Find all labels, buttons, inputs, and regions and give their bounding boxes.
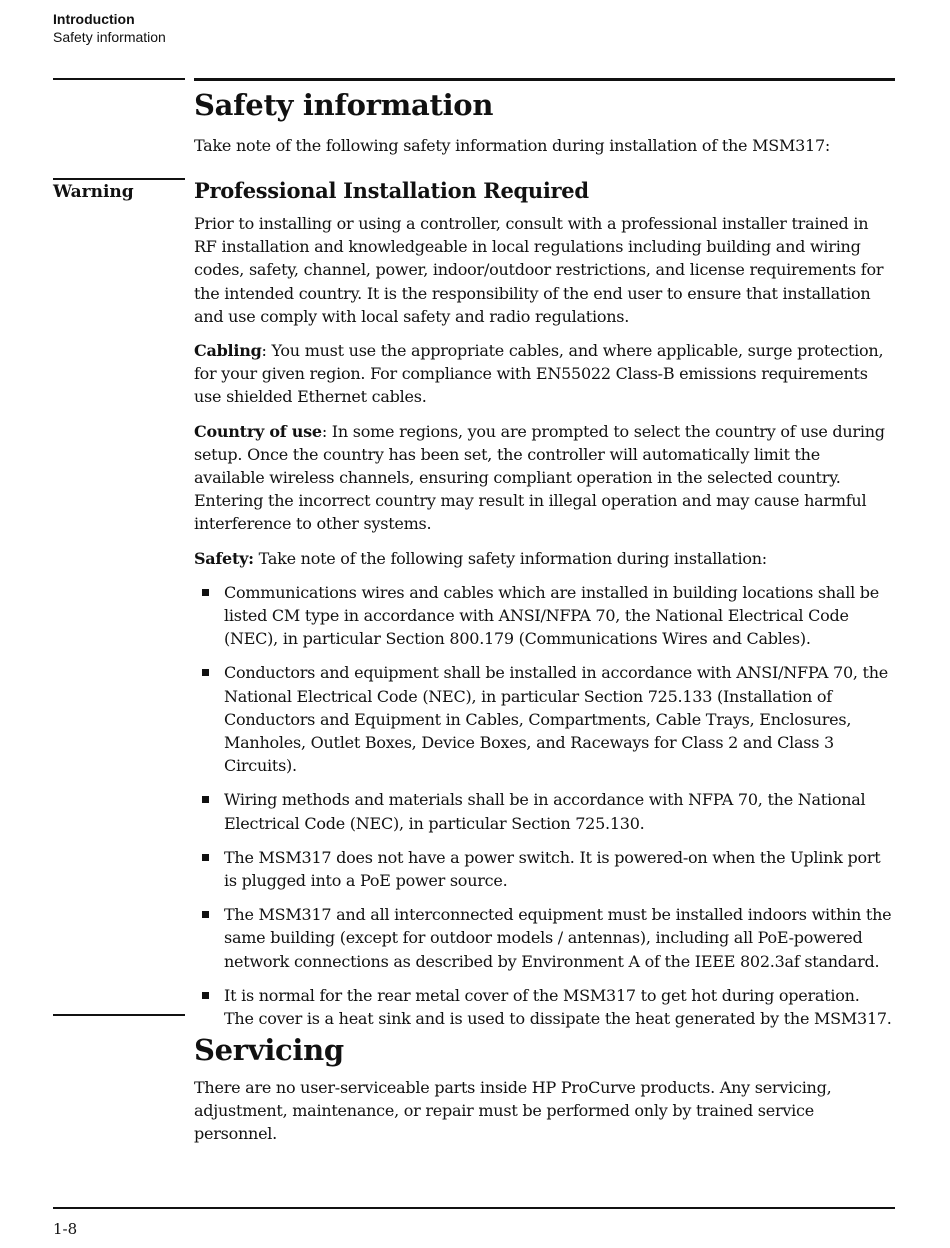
footer-rule [53,1207,895,1209]
country-paragraph [194,420,894,536]
warning-rule [53,178,185,180]
warning-heading: Professional Installation Required [194,178,589,203]
warning-body [194,178,894,1041]
safety-paragraph [194,547,894,570]
list-item-text: Conductors and equipment shall be installed in accordance with ANSI/NFPA 70, the National Electrical Code (NEC), in particular Section 725.133 (Installation of Conductors and Equipment in Cables, Compartments, Cable Trays, Enclosures, Manholes, Outlet Boxes, Device Boxes, and Raceways for Class 2 and Class 3 Circuits). [224,663,888,776]
chapter-title: Introduction [53,11,135,27]
safety-text: Take note of the following safety information during installation: [253,548,767,568]
square-bullet-icon [202,911,209,918]
main-rule-top [194,78,895,81]
country-label: Country of use [194,421,322,441]
servicing-paragraph: There are no user-serviceable parts inside HP ProCurve products. Any servicing, adjustment, maintenance, or repair must be performed only by trained service personnel. [194,1078,832,1144]
list-item [194,903,894,973]
list-item-text: The MSM317 and all interconnected equipment must be installed indoors within the same building (except for outdoor models / antennas), including all PoE-powered network connections as described by Environment A of the IEEE 802.3af standard. [224,905,892,971]
cabling-label: Cabling [194,341,262,361]
list-item-text: The MSM317 does not have a power switch. It is powered-on when the Uplink port is plugged into a PoE power source. [224,847,881,891]
square-bullet-icon [202,796,209,803]
warning-label: Warning [53,182,134,202]
list-item [194,788,894,834]
running-header [53,10,166,46]
servicing-rule [53,1014,185,1016]
list-item-text: It is normal for the rear metal cover of the MSM317 to get hot during operation. The cover is a heat sink and is used to dissipate the heat generated by the MSM317. [224,985,892,1029]
safety-heading: Safety information [194,88,494,122]
square-bullet-icon [202,854,209,861]
list-item [194,846,894,892]
country-text: : In some regions, you are prompted to select the country of use during setup. Once the country has been set, the controller will automatically limit the available wireless channels, ensuring compliant operation in the selected country. Entering the incorrect country may result in illegal operation and may cause harmful interference to other systems. [194,421,885,534]
list-item [194,984,894,1030]
list-item [194,661,894,777]
cabling-text: : You must use the appropriate cables, and where applicable, surge protection, for your given region. For compliance with EN55022 Class-B emissions requirements use shielded Ethernet cables. [194,341,884,407]
list-item-text: Communications wires and cables which are installed in building locations shall be listed CM type in accordance with ANSI/NFPA 70, the National Electrical Code (NEC), in particular Section 800.179 (Communications Wires and Cables). [224,582,879,649]
square-bullet-icon [202,992,209,999]
safety-section [194,88,894,168]
servicing-heading: Servicing [194,1033,344,1067]
servicing-section [194,1033,894,1157]
safety-bullet-list [194,581,894,1030]
safety-intro: Take note of the following safety information during installation of the MSM317: [194,136,831,155]
cabling-paragraph [194,339,894,409]
square-bullet-icon [202,669,209,676]
page-number: 1-8 [53,1220,78,1238]
list-item-text: Wiring methods and materials shall be in accordance with NFPA 70, the National Electrical Code (NEC), in particular Section 725.130. [224,790,866,833]
safety-label: Safety: [194,548,254,568]
warning-paragraph: Prior to installing or using a controller, consult with a professional installer trained in RF installation and knowledgeable in local regulations including building and wiring codes, safety, channel, power, indoor/outdoor restrictions, and license requirements for the intended country. It is the responsibility of the end user to ensure that installation and use comply with local safety and radio regulations. [194,214,884,326]
square-bullet-icon [202,589,209,596]
section-title: Safety information [53,29,166,45]
list-item [194,581,894,651]
side-rule-top [53,78,185,80]
